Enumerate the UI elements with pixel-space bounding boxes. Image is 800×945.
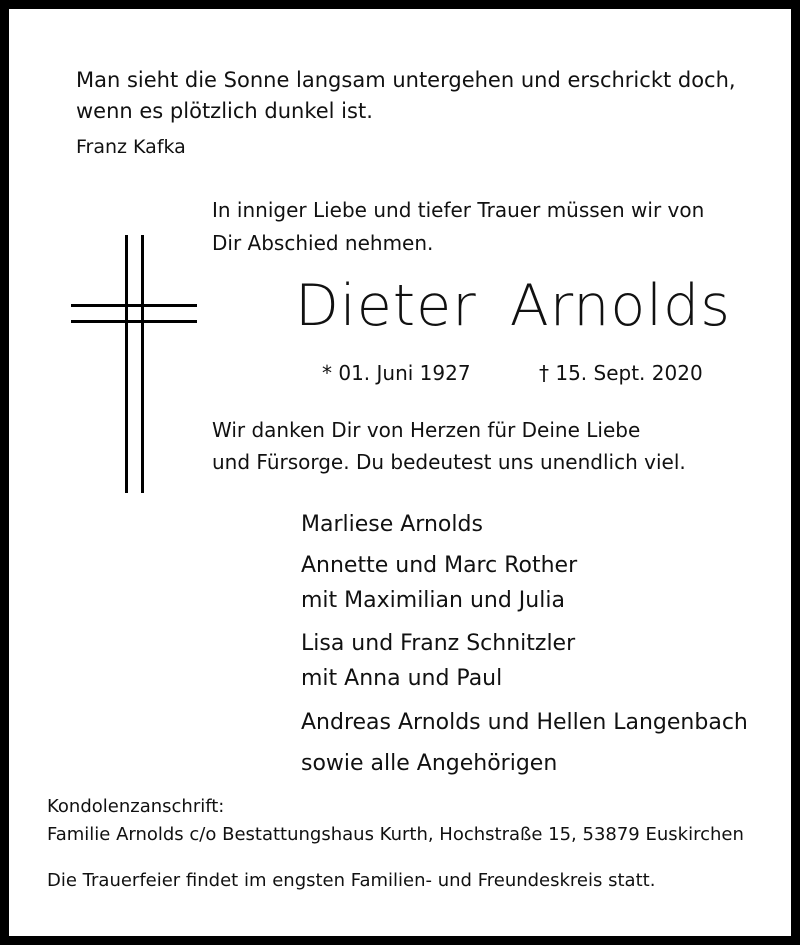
thanks-line-1: Wir danken Dir von Herzen für Deine Liebe bbox=[212, 418, 641, 442]
quote-author: Franz Kafka bbox=[76, 136, 186, 158]
family-member: Annette und Marc Rother bbox=[301, 553, 578, 578]
cross-horizontal-top bbox=[71, 304, 197, 307]
family-member: mit Anna und Paul bbox=[301, 666, 503, 691]
family-member: mit Maximilian und Julia bbox=[301, 588, 565, 613]
condolence-address: Familie Arnolds c/o Bestattungshaus Kurth, Hochstraße 15, 53879 Euskirchen bbox=[47, 824, 744, 845]
funeral-note: Die Trauerfeier findet im engsten Familien- und Freundeskreis statt. bbox=[47, 870, 656, 891]
death-date: † 15. Sept. 2020 bbox=[539, 361, 703, 385]
intro-line-2: Dir Abschied nehmen. bbox=[212, 231, 434, 255]
quote-line-1: Man sieht die Sonne langsam untergehen und erschrickt doch, bbox=[76, 68, 736, 92]
family-member: Marliese Arnolds bbox=[301, 512, 483, 537]
birth-date: * 01. Juni 1927 bbox=[322, 361, 471, 385]
deceased-name: Dieter Arnolds bbox=[295, 273, 731, 339]
condolence-address-label: Kondolenzanschrift: bbox=[47, 796, 225, 817]
cross-icon bbox=[71, 235, 197, 493]
quote-line-2: wenn es plötzlich dunkel ist. bbox=[76, 99, 373, 123]
family-member: sowie alle Angehörigen bbox=[301, 751, 558, 776]
cross-vertical-left bbox=[125, 235, 128, 493]
cross-horizontal-bottom bbox=[71, 320, 197, 323]
thanks-line-2: und Fürsorge. Du bedeutest uns unendlich viel. bbox=[212, 450, 686, 474]
family-member: Andreas Arnolds und Hellen Langenbach bbox=[301, 710, 748, 735]
cross-vertical-right bbox=[141, 235, 144, 493]
intro-line-1: In inniger Liebe und tiefer Trauer müssen wir von bbox=[212, 198, 705, 222]
family-member: Lisa und Franz Schnitzler bbox=[301, 631, 576, 656]
